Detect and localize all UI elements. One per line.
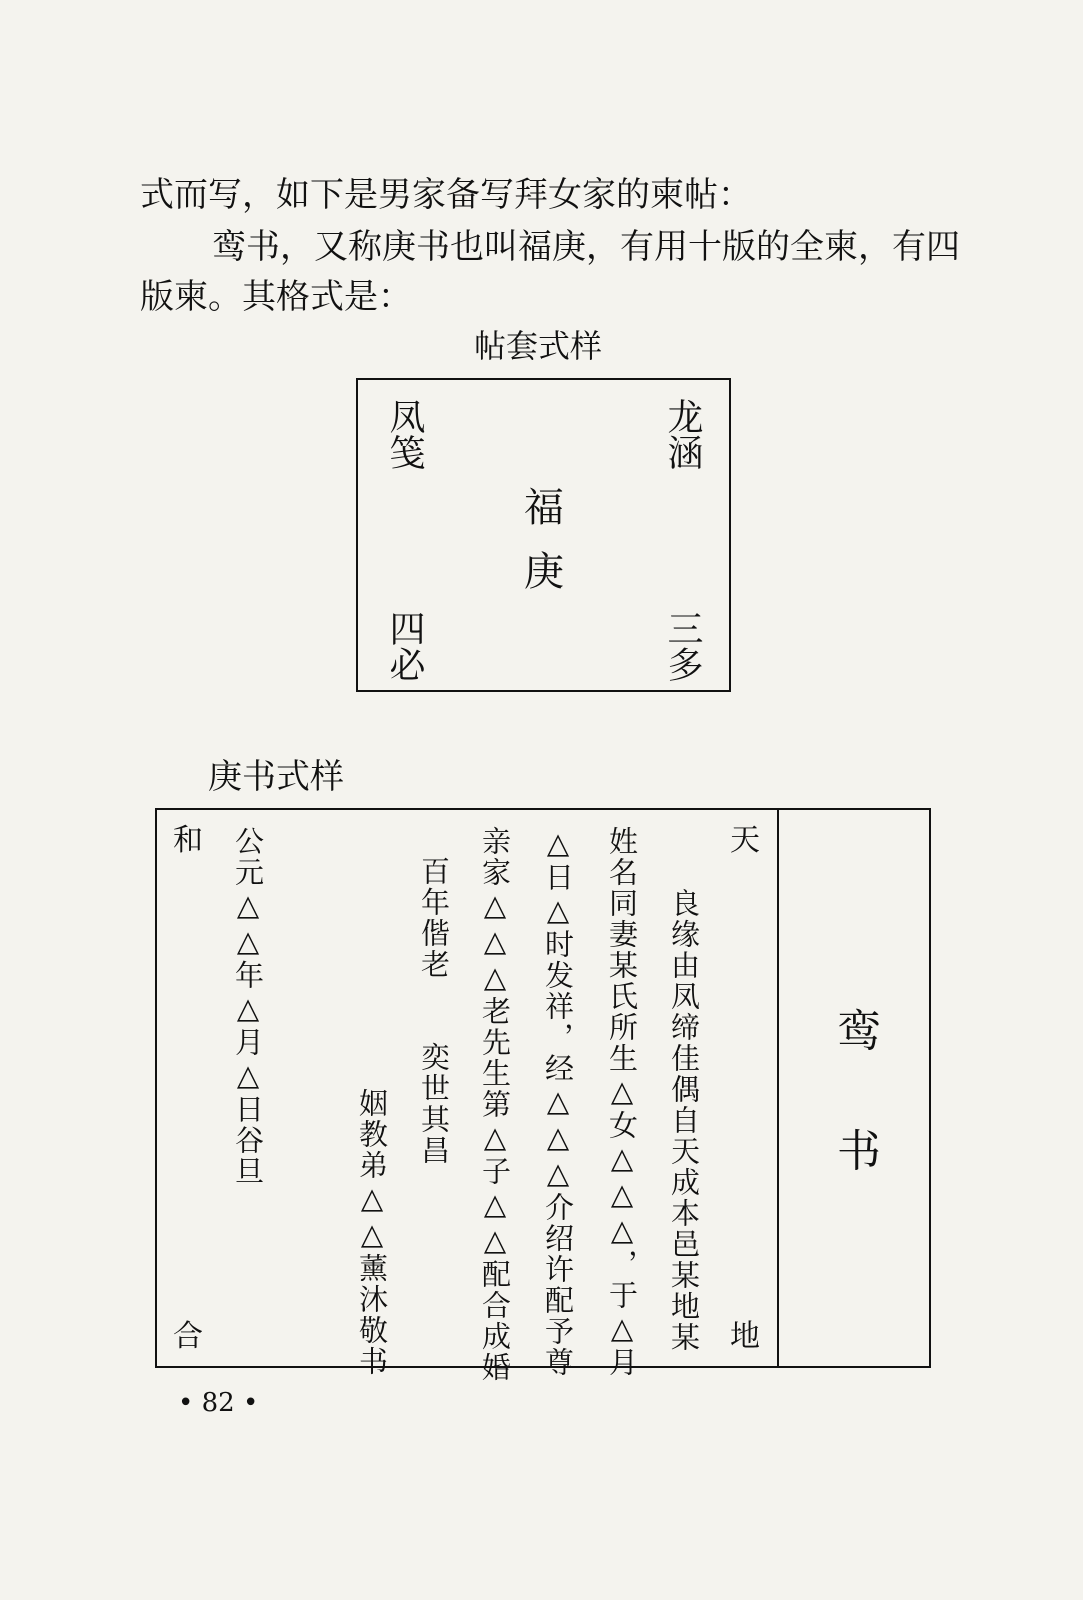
envelope-top-right: 龙涵	[662, 398, 703, 470]
col-1: 良缘由凤缔佳偶自天成本邑某地某	[667, 888, 701, 1353]
envelope-center-geng: 庚	[524, 549, 564, 595]
col-tian: 天	[730, 823, 760, 858]
col-5b: 奕世其昌	[417, 1042, 451, 1166]
envelope-bottom-right: 三多	[662, 610, 703, 682]
cover-title-luan: 鸾	[837, 1006, 881, 1057]
col-6: 姻教弟△△薰沐敬书	[355, 1088, 389, 1377]
page-number: • 82 •	[178, 1388, 259, 1418]
intro-line-3: 版柬。其格式是：	[140, 277, 412, 317]
col-4: 亲家△△△老先生第△子△△配合成婚	[478, 826, 512, 1383]
col-5a: 百年偕老	[417, 856, 451, 980]
intro-line-1: 式而写，如下是男家备写拜女家的柬帖：	[140, 175, 752, 215]
gengshu-caption: 庚书式样	[208, 757, 344, 797]
col-2: 姓名同妻某氏所生△女△△△，于△月	[605, 826, 639, 1378]
col-he2: 合	[173, 1319, 203, 1354]
col-he: 和	[173, 823, 203, 858]
col-3: △日△时发祥，经△△△介绍许配予尊	[541, 826, 575, 1378]
intro-line-2: 鸾书，又称庚书也叫福庚，有用十版的全柬，有四	[212, 227, 960, 267]
envelope-bottom-left: 四必	[384, 610, 425, 682]
gengshu-box	[155, 808, 931, 1383]
envelope-caption: 帖套式样	[474, 327, 603, 365]
envelope-top-left: 凤笺	[384, 398, 425, 470]
col-di: 地	[730, 1319, 760, 1354]
cover-title-shu: 书	[837, 1126, 881, 1177]
envelope-box	[356, 378, 731, 692]
envelope-center-fu: 福	[524, 485, 564, 531]
col-7: 公元△△年△月△日谷旦	[231, 826, 265, 1187]
cover-divider	[777, 810, 779, 1366]
